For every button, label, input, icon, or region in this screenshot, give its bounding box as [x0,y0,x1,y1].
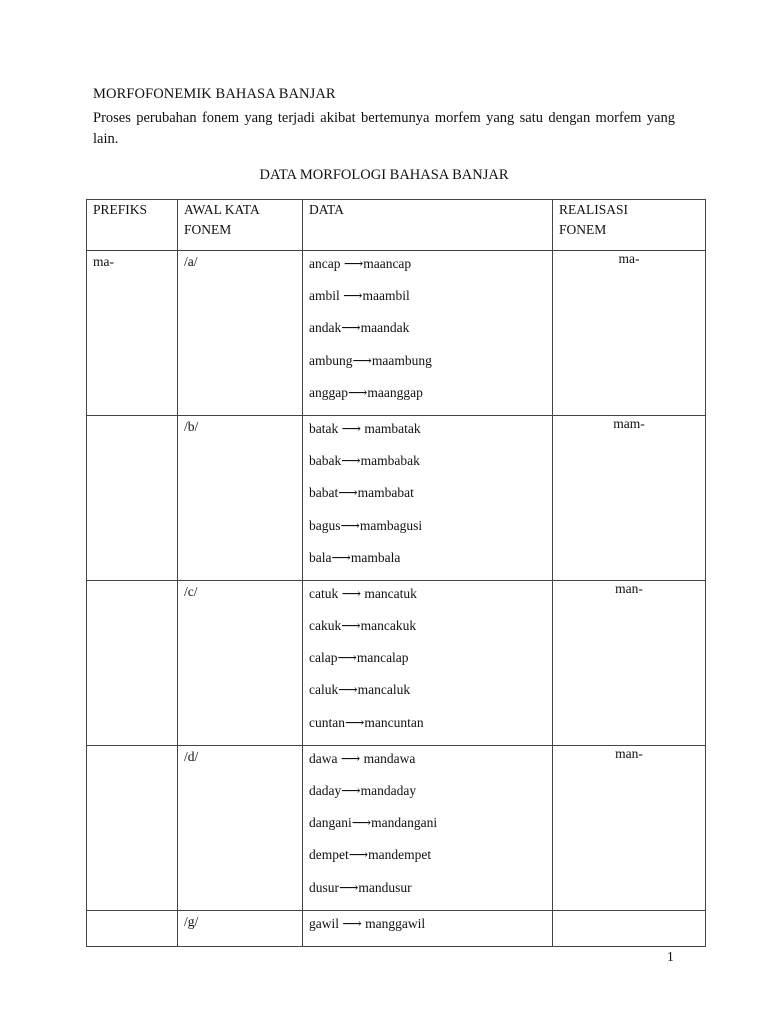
awal-kata-cell: /a/ [178,251,303,416]
data-entry: dempet⟶mandempet [309,847,432,863]
header-data: DATA [303,200,553,251]
data-entry: bagus⟶mambagusi [309,517,423,533]
data-entry: ambung⟶maambung [309,352,432,368]
header-prefiks: PREFIKS [87,200,178,251]
table-row [87,580,706,745]
data-entry: catuk ⟶ mancatuk [309,585,417,601]
data-entry: andak⟶maandak [309,320,410,336]
table-body [87,251,706,947]
prefiks-cell [87,745,178,910]
awal-kata-cell: /g/ [178,910,303,946]
header-realisasi-fonem [553,200,706,251]
header-awal-line2: FONEM [184,222,232,237]
data-entry: dangani⟶mandangani [309,815,438,831]
data-entry: babak⟶mambabak [309,453,420,469]
intro-paragraph: Proses perubahan fonem yang terjadi akibat bertemunya morfem yang satu dengan morfem yang lain. [93,110,675,147]
table-row [87,415,706,580]
realisasi-cell: mam- [553,415,706,580]
data-entry: dawa ⟶ mandawa [309,750,416,766]
realisasi-cell: man- [553,745,706,910]
data-cell [303,251,553,416]
realisasi-cell: ma- [553,251,706,416]
data-entry: batak ⟶ mambatak [309,420,421,436]
realisasi-cell [553,910,706,946]
header-awal-line1: AWAL KATA [184,202,260,217]
data-entry: babat⟶mambabat [309,485,414,501]
data-entry: cuntan⟶mancuntan [309,714,424,730]
data-cell [303,415,553,580]
data-cell [303,580,553,745]
data-entry: ancap ⟶maancap [309,256,412,271]
awal-kata-cell: /b/ [178,415,303,580]
data-entry: bala⟶mambala [309,549,401,565]
page-number: 1 [667,949,674,964]
table-title: DATA MORFOLOGI BAHASA BANJAR [259,167,509,183]
data-entry: ambil ⟶maambil [309,288,410,304]
data-cell [303,745,553,910]
prefiks-cell: ma- [87,251,178,416]
header-realisasi-line2: FONEM [559,222,607,237]
table-row [87,745,706,910]
prefiks-cell [87,415,178,580]
document-heading: MORFOFONEMIK BAHASA BANJAR [93,86,336,102]
header-realisasi-line1: REALISASI [559,202,629,217]
data-cell [303,910,553,946]
prefiks-cell [87,580,178,745]
data-entry: caluk⟶mancaluk [309,682,411,698]
data-entry: daday⟶mandaday [309,783,417,798]
data-entry: dusur⟶mandusur [309,879,412,895]
table-header-row [87,200,706,251]
data-entry: gawil ⟶ manggawil [309,915,426,931]
header-awal-kata-fonem [178,200,303,251]
prefiks-cell [87,910,178,946]
morphology-table [86,199,706,947]
realisasi-cell: man- [553,580,706,745]
awal-kata-cell: /c/ [178,580,303,745]
data-entry: cakuk⟶mancakuk [309,618,417,634]
table-row [87,251,706,416]
awal-kata-cell: /d/ [178,745,303,910]
data-entry: calap⟶mancalap [309,650,409,666]
data-entry: anggap⟶maanggap [309,384,423,400]
table-row [87,910,706,946]
